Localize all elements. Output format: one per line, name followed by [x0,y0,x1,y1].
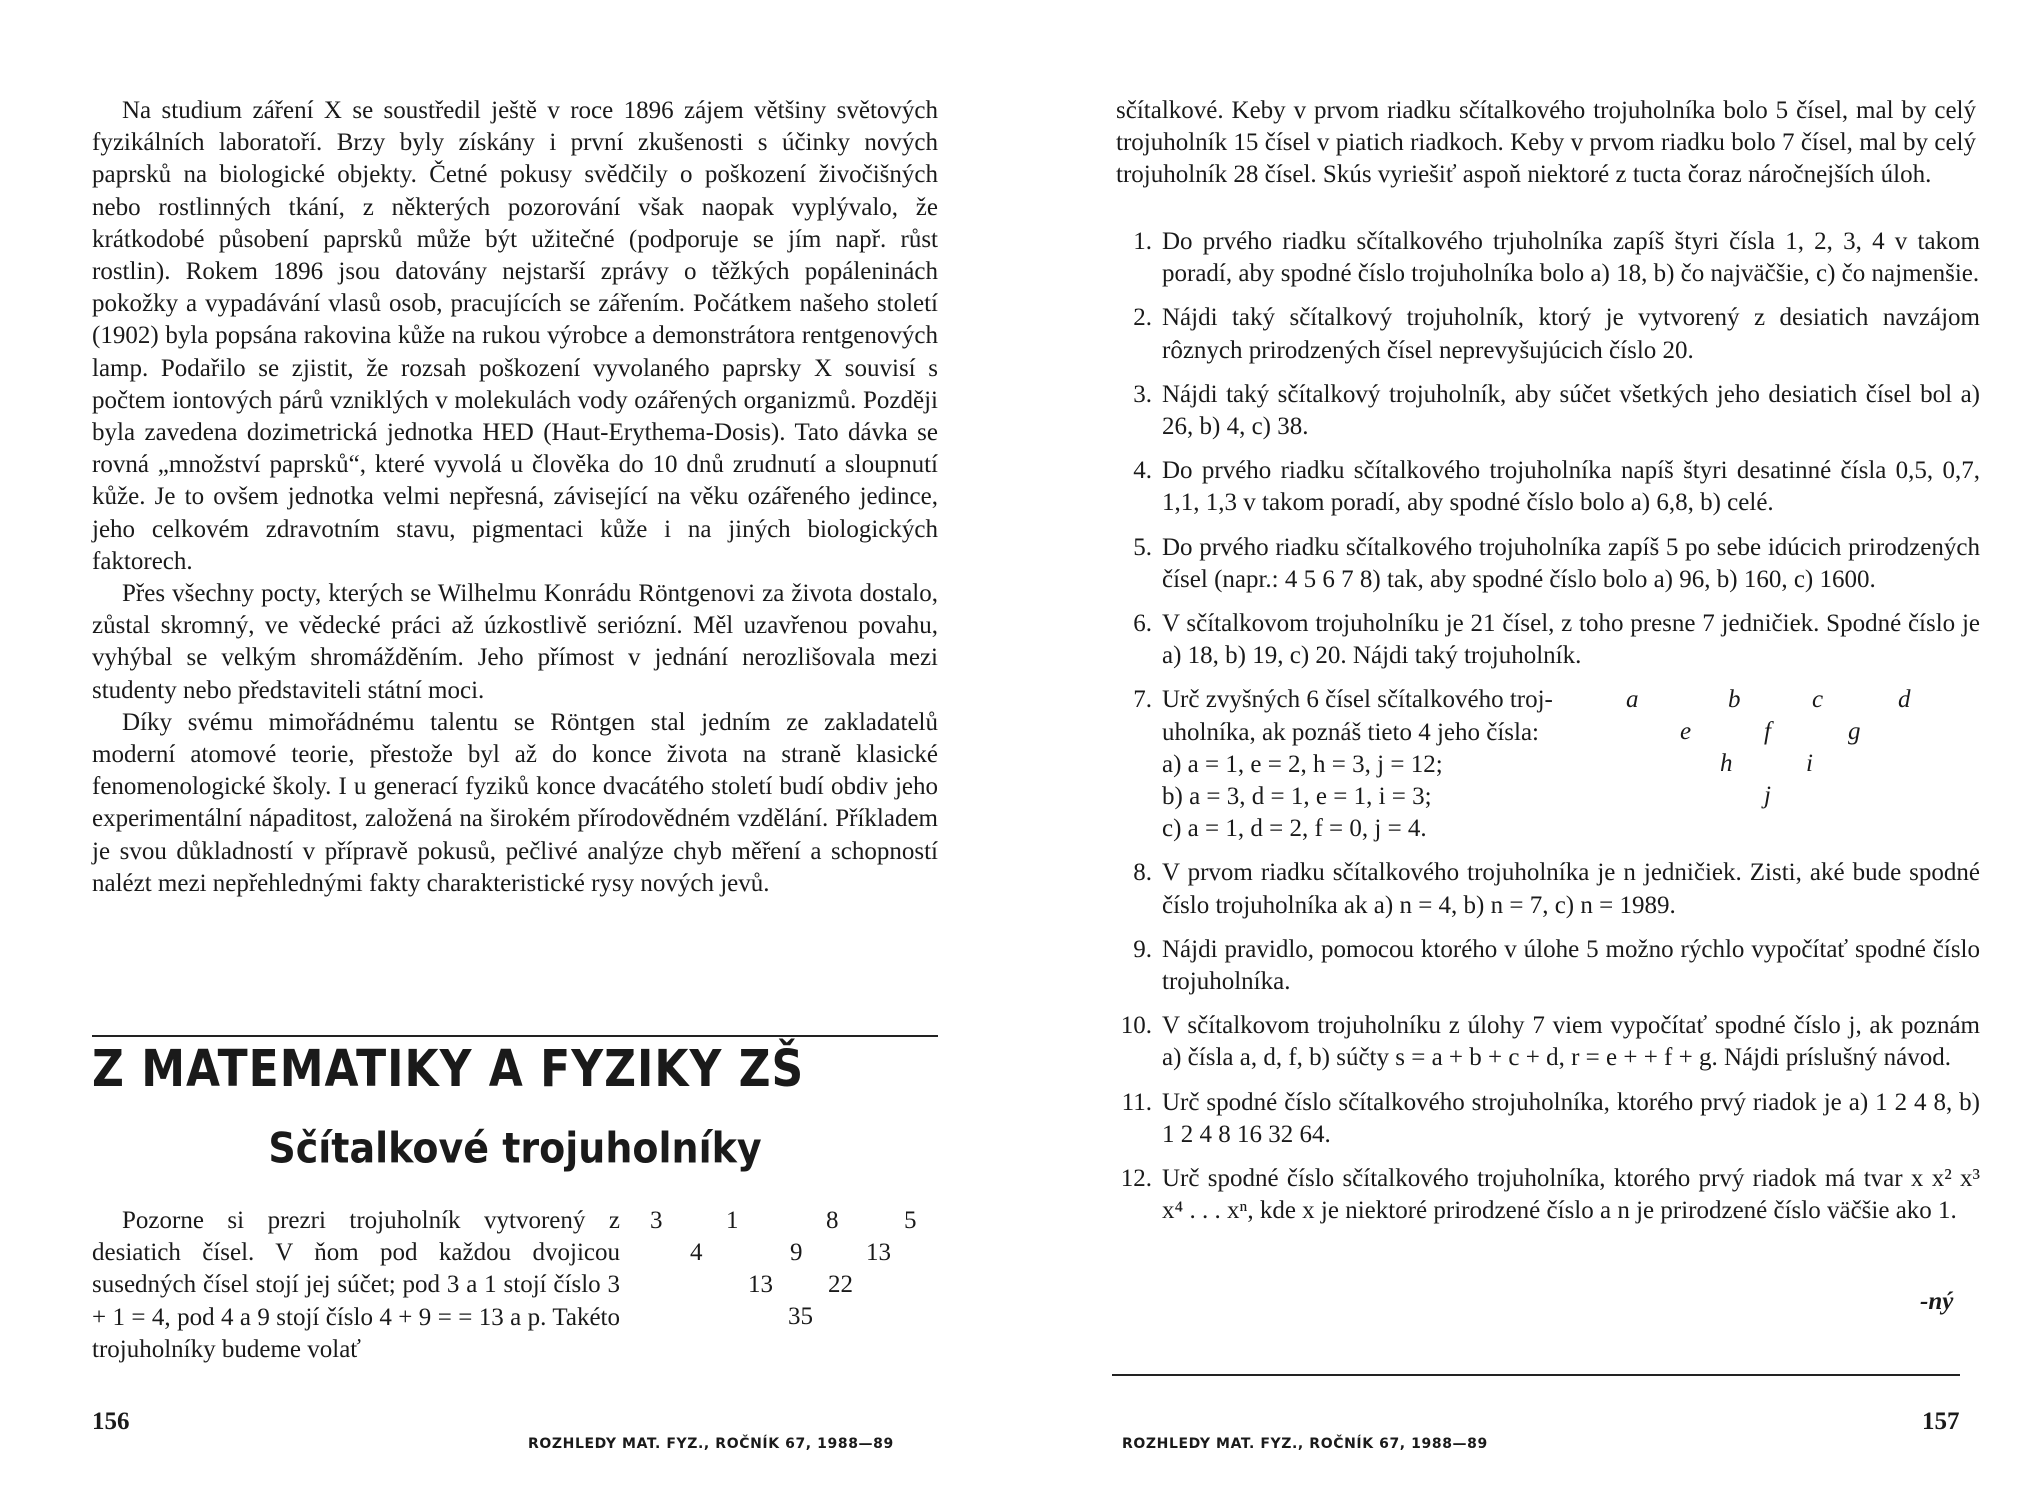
article-title: Sčítalkové trojuholníky [268,1124,762,1173]
triangle-number: 5 [904,1207,917,1234]
footer-divider [1112,1374,1960,1376]
problem-item [1116,684,1980,845]
right-page [1020,0,2040,1501]
problem-item [1116,1087,1980,1151]
problem-number: 1. [1133,228,1152,255]
triangle-number: 3 [650,1207,663,1234]
triangle-letter: a [1626,686,1639,714]
triangle-letter: b [1728,686,1741,714]
page-number: 157 [1922,1408,1960,1435]
problem-line: c) a = 1, d = 2, f = 0, j = 4. [1162,815,1427,843]
problem-number: 6. [1133,610,1152,638]
paragraph: Díky svému mimořádnému talentu se Röntgen stal jedním ze zakladatelů moderní atomové teorie, přestože byl až do konce života na straně klasické fenomenologické školy. I u generací fyziků konce dvacátého století budí obdiv jeho experimentální nápaditost, založená na širokém přírodovědném vzdělání. Příkladem je svou důkladností v přípravě pokusů, pečlivé analýze chyb měření a schopností nalézt mezi nepřehlednými fakty charakteristické rysy nových jevů. [92,708,938,897]
running-head: ROZHLEDY MAT. FYZ., ROČNÍK 67, 1988—89 [1122,1436,1488,1452]
problem-line: b) a = 3, d = 1, e = 1, i = 3; [1162,783,1432,811]
paragraph: Pozorne si prezri trojuholník vytvorený z desiatich čísel. V ňom pod každou dvojicou susedných čísel stojí jej súčet; pod 3 a 1 stojí číslo 3 + 1 = 4, pod 4 a 9 stojí číslo 4 + 9 = = 13 a p. Takéto trojuholníky budeme volať [92,1207,620,1363]
triangle-number: 9 [790,1239,803,1266]
problem-text: Do prvého riadku sčítalkového trojuholníka napíš štyri desatinné čísla 0,5, 0,7, 1,1, 1,3 v takom poradí, aby spodné číslo bolo a) 6,8, b) celé. [1162,457,1980,517]
problem-item [1116,1163,1980,1227]
problem-item [1116,934,1980,998]
problem-number: 12. [1120,1165,1152,1193]
problem-item [1116,608,1980,672]
problem-list [1116,226,1980,1239]
problem-line: Urč zvyšných 6 čísel sčítalkového troj- [1162,686,1553,714]
triangle-letter: g [1848,718,1861,746]
section-divider [92,1035,938,1037]
problem-item [1116,455,1980,519]
problem-text: Do prvého riadku sčítalkového trjuholníka zapíš štyri čísla 1, 2, 3, 4 v takom poradí, aby spodné číslo trojuholníka bolo a) 18, b) čo najväčšie, c) čo najmenšie. [1162,228,1980,288]
triangle-letter: i [1806,750,1813,778]
triangle-number: 4 [690,1239,703,1266]
problem-item [1116,857,1980,921]
problem-item [1116,532,1980,596]
triangle-number: 1 [726,1207,739,1234]
problem-number: 10. [1120,1012,1152,1040]
triangle-number: 8 [826,1207,839,1234]
example-triangle [640,1205,940,1335]
left-intro-text [92,95,938,900]
triangle-letter: c [1812,686,1824,714]
triangle-letter: j [1764,782,1771,810]
triangle-letter: h [1720,750,1733,778]
problem-item [1116,302,1980,366]
problem-number: 7. [1133,686,1152,714]
problem-text: Nájdi pravidlo, pomocou ktorého v úlohe 5 možno rýchlo vypočítať spodné číslo trojuholníka. [1162,935,1980,996]
problem-number: 5. [1133,533,1152,561]
problem-item [1116,379,1980,443]
triangle-number: 13 [866,1239,891,1266]
section-title: Z MATEMATIKY A FYZIKY ZŠ [92,1040,805,1099]
triangle-letter: d [1898,686,1911,714]
problem-number: 2. [1133,304,1152,332]
right-intro-text [1116,95,1976,192]
problem-text: Urč spodné číslo sčítalkového strojuholníka, ktorého prvý riadok je a) 1 2 4 8, b) 1 2 4 8 16 32 64. [1162,1088,1980,1148]
problem-number: 3. [1133,380,1152,408]
problem-number: 4. [1133,457,1152,485]
triangle-number: 22 [828,1271,853,1298]
problem-text: Urč spodné číslo sčítalkového trojuholníka, ktorého prvý riadok má tvar x x² x³ x⁴ . . . xⁿ, kde x je niektoré prirodzené číslo a n je prirodzené číslo väčšie ako 1. [1162,1165,1980,1225]
article-intro [92,1205,620,1366]
paragraph: Přes všechny pocty, kterých se Wilhelmu Konrádu Röntgenovi za života dostalo, zůstal skromný, ve vědecké práci až úzkostlivě seriózní. Měl uzavřenou povahu, vyhýbal se velkým shromážděním. Jeho přímost v jednání nerozlišovala mezi studenty nebo představiteli státní moci. [92,580,938,704]
problem-line: a) a = 1, e = 2, h = 3, j = 12; [1162,750,1443,778]
problem-item [1116,1010,1980,1074]
page-number: 156 [92,1408,130,1435]
triangle-letter: f [1764,718,1771,746]
triangle-number: 35 [788,1303,813,1330]
problem-number: 8. [1133,859,1152,887]
problem-line: uholníka, ak poznáš tieto 4 jeho čísla: [1162,718,1539,746]
paragraph: sčítalkové. Keby v prvom riadku sčítalkového trojuholníka bolo 5 čísel, mal by celý trojuholník 15 čísel v piatich riadkoch. Keby v prvom riadku bolo 7 čísel, mal by celý trojuholník 28 čísel. Skús vyriešiť aspoň niektoré z tucta čoraz náročnejších úloh. [1116,97,1976,189]
problem-text: Nájdi taký sčítalkový trojuholník, aby súčet všetkých jeho desiatich čísel bol a) 26, b) 4, c) 38. [1162,380,1980,441]
triangle-number: 13 [748,1271,773,1298]
letter-triangle [1586,684,1911,814]
problem-text: V prvom riadku sčítalkového trojuholníka je n jedničiek. Zisti, aké bude spodné číslo trojuholníka ak a) n = 4, b) n = 7, c) n = 1989. [1162,859,1980,919]
author-signature: -ný [1920,1288,1954,1315]
paragraph: Na studium záření X se soustředil ještě v roce 1896 zájem většiny světových fyzikálních laboratoří. Brzy byly získány i první zkušenosti s účinky nových paprsků na biologické objekty. Četné pokusy svědčily o poškození živočišných nebo rostlinných tkání, z některých pozorování však naopak vyplývalo, že krátkodobé působení paprsků může být užitečné (podporuje se jím např. růst rostlin). Rokem 1896 jsou datovány nejstarší zprávy o těžkých popáleninách pokožky a vypadávání vlasů osob, pracujících se zářením. Počátkem našeho století (1902) byla popsána rakovina kůže na rukou výrobce a demonstrátora rentgenových lamp. Podařilo se zjistit, že rozsah poškození vyvolaného paprsky X souvisí s počtem iontových párů vzniklých v molekulách vody ozářených organizmů. Později byla zavedena dozimetrická jednotka HED (Haut-Erythema-Dosis). Tato dávka se rovná „množství paprsků“, které vyvolá u člověka do 10 dnů zrudnutí a sloupnutí kůže. Je to ovšem jednotka velmi nepřesná, závisející na věku ozářeného jedince, jeho celkovém zdravotním stavu, pigmentaci kůže i na jiných biologických faktorech. [92,97,938,575]
problem-text: V sčítalkovom trojuholníku z úlohy 7 viem vypočítať spodné číslo j, ak poznám a) čísla a, d, f, b) súčty s = a + b + c + d, r = e + + f + g. Nájdi príslušný návod. [1162,1012,1980,1072]
problem-text: Do prvého riadku sčítalkového trojuholníka zapíš 5 po sebe idúcich prirodzených čísel (napr.: 4 5 6 7 8) tak, aby spodné číslo bolo a) 96, b) 160, c) 1600. [1162,533,1980,593]
problem-item [1116,226,1980,290]
problem-text: V sčítalkovom trojuholníku je 21 čísel, z toho presne 7 jedničiek. Spodné číslo je a) 18, b) 19, c) 20. Nájdi taký trojuholník. [1162,610,1980,670]
problem-number: 9. [1133,935,1152,963]
running-head: ROZHLEDY MAT. FYZ., ROČNÍK 67, 1988—89 [528,1436,894,1452]
problem-number: 11. [1121,1088,1152,1116]
problem-text: Nájdi taký sčítalkový trojuholník, ktorý je vytvorený z desiatich navzájom rôznych prirodzených čísel neprevyšujúcich číslo 20. [1162,304,1980,364]
triangle-letter: e [1680,718,1692,746]
